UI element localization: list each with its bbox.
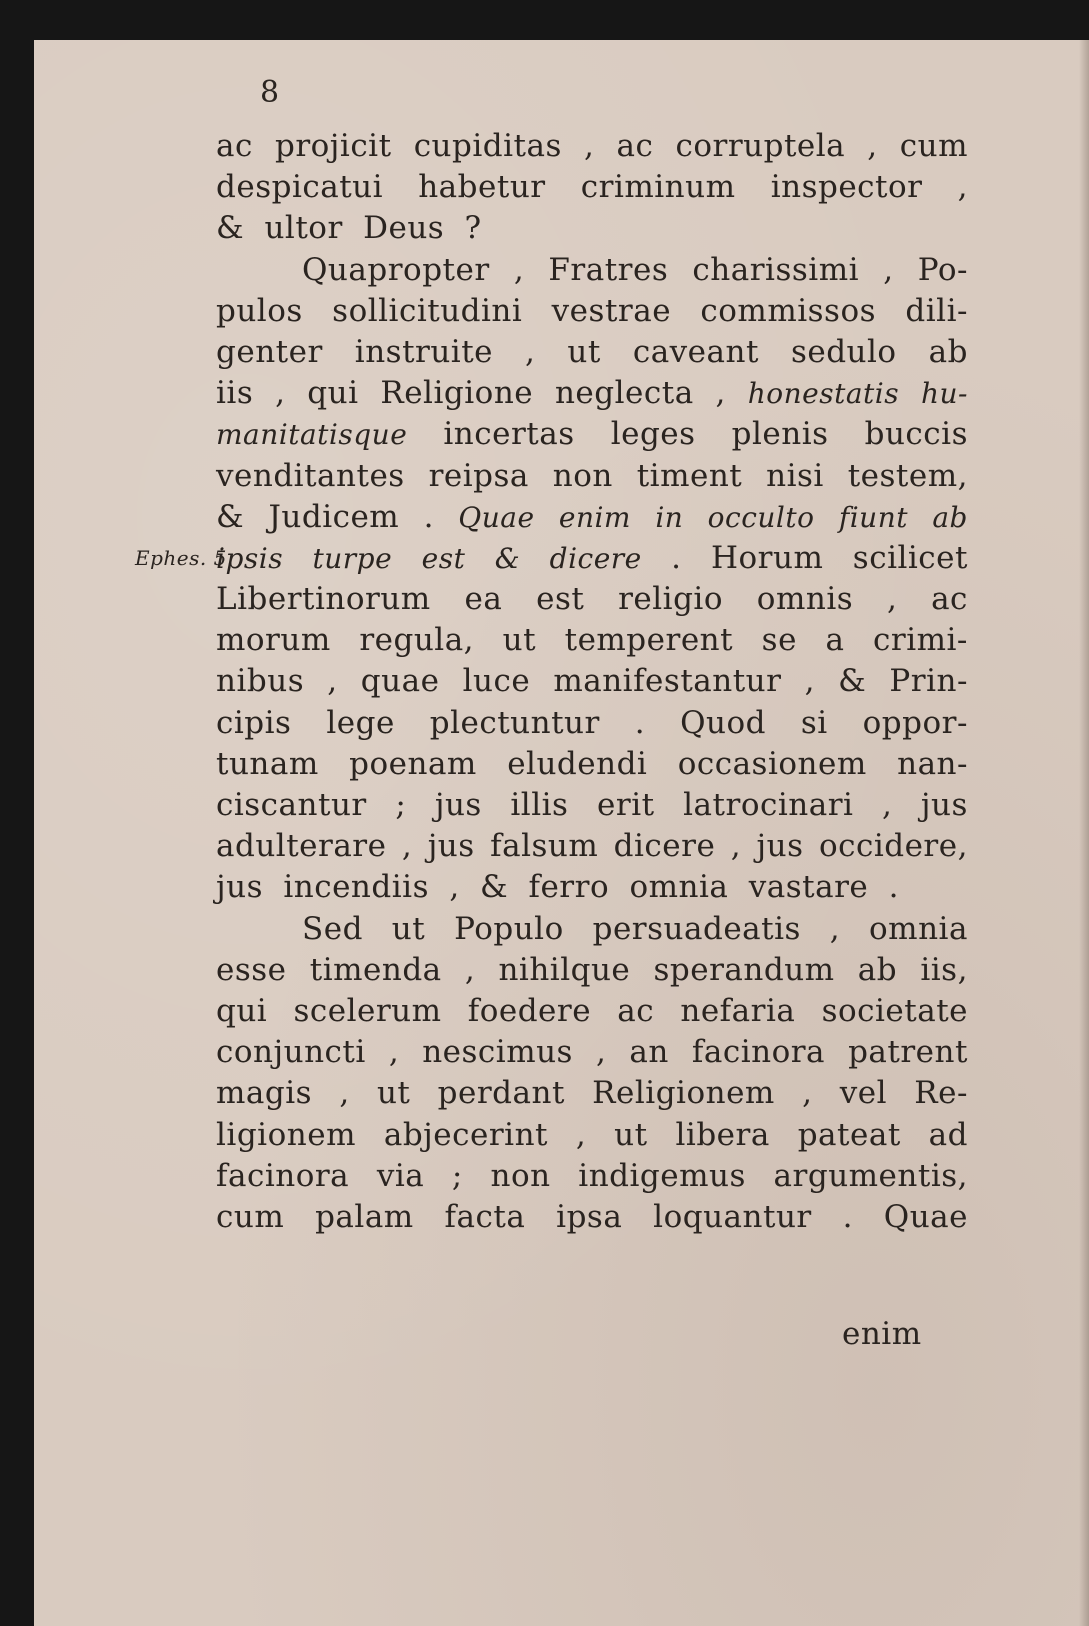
word: qui: [216, 992, 268, 1029]
text-line: [216, 332, 968, 373]
text-line: [216, 126, 968, 167]
word: venditantes: [216, 457, 405, 494]
word: si: [800, 704, 828, 741]
word: ,: [804, 663, 815, 700]
word: nan-: [897, 745, 968, 782]
page-edge-shadow: [1079, 40, 1089, 1626]
text-line: [216, 909, 968, 950]
word: timenda: [309, 951, 442, 988]
word: criminum: [580, 169, 736, 206]
word: ,: [882, 787, 893, 823]
word: temperent: [564, 622, 734, 659]
text-line: [216, 456, 968, 497]
word: .: [423, 498, 434, 535]
word: palam: [315, 1198, 414, 1235]
text-line: [216, 1032, 968, 1073]
word: ipsis: [216, 541, 284, 575]
word: iis: [216, 375, 254, 412]
word: Quae: [883, 1198, 968, 1235]
word: charissimi: [692, 251, 860, 288]
word: ab: [928, 333, 968, 370]
word: nisi: [766, 457, 824, 494]
word: dicere: [549, 541, 642, 575]
margin-note: Ephes. 5.: [135, 546, 234, 570]
word: Sed: [302, 910, 363, 947]
word: iis,: [920, 951, 968, 988]
word: Fratres: [548, 251, 669, 288]
word: Prin-: [889, 663, 968, 700]
word: .: [671, 539, 682, 576]
word: se: [761, 622, 797, 659]
word: ut: [502, 622, 537, 659]
word: libera: [675, 1116, 770, 1153]
word: ut: [391, 910, 426, 947]
word: conjuncti: [216, 1034, 366, 1071]
word: eludendi: [507, 745, 648, 782]
word: erit: [597, 787, 655, 823]
word: occidere,: [818, 828, 968, 865]
word: non: [490, 1157, 551, 1194]
word: ac: [616, 128, 654, 164]
word: ad: [928, 1116, 968, 1153]
word: genter: [216, 333, 323, 370]
word: ,: [513, 251, 525, 288]
word: ;: [451, 1157, 463, 1194]
word: ,: [525, 333, 536, 370]
word: manitatisque: [216, 418, 408, 452]
word: esse: [216, 951, 287, 988]
word: ea: [464, 581, 503, 618]
word: jus: [434, 787, 482, 823]
word: ac: [216, 128, 253, 164]
word: qui: [307, 375, 359, 412]
word: cum: [899, 128, 968, 164]
word: quae: [360, 663, 440, 700]
word: dicere: [613, 828, 716, 865]
word: fiunt: [838, 500, 908, 534]
text-line: [216, 291, 968, 332]
word: ac: [931, 581, 968, 618]
word: a: [825, 622, 845, 659]
word: via: [376, 1157, 425, 1194]
word: sperandum: [653, 951, 835, 988]
word: falsum: [490, 828, 599, 865]
word: corruptela: [675, 128, 846, 164]
word: Horum: [710, 539, 824, 576]
word: magis: [216, 1075, 313, 1112]
word: cipis: [216, 704, 292, 741]
word: buccis: [864, 416, 968, 453]
word: ,: [327, 663, 338, 700]
word: ,: [802, 1075, 813, 1112]
word: sollicitudini: [332, 292, 523, 329]
text-line: [216, 1197, 968, 1238]
word: ,: [584, 128, 595, 164]
word: turpe: [312, 541, 393, 575]
word: ,: [596, 1034, 607, 1071]
word: perdant: [437, 1075, 565, 1112]
word: an: [629, 1034, 669, 1071]
word: reipsa: [428, 457, 529, 494]
text-line: [216, 661, 968, 702]
word: Populo: [454, 910, 564, 947]
word: cum: [216, 1198, 285, 1235]
text-line: jus incendiis , & ferro omnia vastare .: [216, 869, 899, 906]
word: indigemus: [578, 1157, 746, 1194]
text-line: [216, 991, 968, 1032]
word: est: [536, 581, 585, 618]
word: scelerum: [293, 992, 442, 1029]
word: despicatui: [216, 169, 384, 206]
word: facta: [444, 1198, 526, 1235]
word: ,: [715, 375, 726, 412]
word: ab: [857, 951, 898, 988]
word: vel: [839, 1075, 887, 1112]
word: timent: [636, 457, 743, 494]
word: jus: [920, 787, 968, 823]
word: persuadeatis: [592, 910, 801, 947]
word: illis: [510, 787, 569, 823]
word: ,: [957, 169, 968, 206]
word: foedere: [467, 992, 592, 1029]
word: testem,: [847, 457, 968, 494]
word: nefaria: [680, 992, 796, 1029]
text-line: [216, 1115, 968, 1156]
word: ab: [932, 500, 968, 534]
text-line: [216, 703, 968, 744]
word: facinora: [216, 1157, 350, 1194]
word: ,: [401, 828, 413, 865]
word: plenis: [731, 416, 829, 453]
word: ;: [395, 787, 407, 823]
word: ,: [339, 1075, 350, 1112]
body-text: [216, 126, 968, 1238]
word: jus: [427, 828, 475, 865]
text-line: [216, 744, 968, 785]
word: in: [655, 500, 684, 534]
text-line: [216, 250, 968, 291]
word: ut: [376, 1075, 411, 1112]
word: dili-: [905, 292, 968, 329]
word: leges: [610, 416, 696, 453]
word: luce: [462, 663, 531, 700]
word: &: [838, 663, 867, 700]
word: Quae: [458, 500, 535, 534]
word: poenam: [349, 745, 477, 782]
word: Libertinorum: [216, 581, 431, 618]
word: lege: [326, 704, 395, 741]
word: oppor-: [862, 704, 968, 741]
word: habetur: [418, 169, 546, 206]
text-line: [216, 1073, 968, 1114]
word: ipsa: [556, 1198, 623, 1235]
word: ,: [575, 1116, 587, 1153]
text-line: [216, 167, 968, 208]
word: vestrae: [551, 292, 672, 329]
word: pulos: [216, 292, 303, 329]
word: nibus: [216, 663, 305, 700]
word: instruite: [354, 333, 494, 370]
word: ,: [730, 828, 742, 865]
word: occulto: [707, 500, 815, 534]
page-number: 8: [260, 75, 280, 110]
word: occasionem: [677, 745, 867, 782]
word: Po-: [917, 251, 968, 288]
word: .: [842, 1198, 853, 1235]
word: ut: [567, 333, 601, 370]
word: jus: [756, 828, 804, 865]
word: tunam: [216, 745, 319, 782]
word: nescimus: [422, 1034, 573, 1071]
word: ,: [867, 128, 878, 164]
text-line: [216, 620, 968, 661]
word: morum: [216, 622, 331, 659]
text-line: [216, 538, 968, 579]
word: ,: [883, 251, 894, 288]
word: omnia: [869, 910, 968, 947]
word: honestatis: [747, 377, 900, 411]
word: Quapropter: [302, 251, 490, 288]
word: .: [634, 704, 646, 741]
word: latrocinari: [683, 787, 854, 823]
word: omnis: [756, 581, 854, 618]
word: hu-: [920, 377, 968, 411]
word: crimi-: [873, 622, 968, 659]
word: Quod: [680, 704, 766, 741]
word: ,: [275, 375, 286, 412]
text-line: [216, 414, 968, 455]
word: abjecerint: [383, 1116, 549, 1153]
word: Religionem: [592, 1075, 775, 1112]
word: &: [216, 498, 245, 535]
word: Judicem: [268, 498, 400, 535]
text-line: [216, 579, 968, 620]
word: argumentis,: [773, 1157, 968, 1194]
word: facinora: [691, 1034, 826, 1071]
catchword: enim: [842, 1316, 922, 1352]
word: caveant: [632, 333, 759, 370]
word: &: [494, 541, 521, 575]
text-line: [216, 373, 968, 414]
text-line: [216, 950, 968, 991]
word: ut: [614, 1116, 648, 1153]
word: ciscantur: [216, 787, 367, 823]
word: societate: [821, 992, 968, 1029]
word: pateat: [797, 1116, 901, 1153]
word: ac: [617, 992, 655, 1029]
word: religio: [618, 581, 724, 618]
word: commissos: [700, 292, 877, 329]
word: cupiditas: [413, 128, 562, 164]
word: manifestantur: [553, 663, 782, 700]
word: Re-: [914, 1075, 968, 1112]
text-line: [216, 826, 968, 867]
word: plectuntur: [429, 704, 600, 741]
word: patrent: [848, 1034, 968, 1071]
word: enim: [558, 500, 631, 534]
word: loquantur: [653, 1198, 812, 1235]
text-line: & ultor Deus ?: [216, 210, 482, 247]
word: scilicet: [852, 539, 968, 576]
word: projicit: [274, 128, 392, 164]
word: est: [421, 541, 466, 575]
text-line: [216, 497, 968, 538]
word: Religione: [380, 375, 534, 412]
word: ligionem: [216, 1116, 356, 1153]
word: ,: [388, 1034, 400, 1071]
word: sedulo: [790, 333, 897, 370]
text-line: [216, 1156, 968, 1197]
word: neglecta: [554, 375, 694, 412]
word: non: [552, 457, 613, 494]
word: adulterare: [216, 828, 387, 865]
word: ,: [886, 581, 898, 618]
word: inspector: [770, 169, 923, 206]
book-page: [34, 40, 1089, 1626]
text-line: [216, 785, 968, 826]
word: nihilque: [498, 951, 631, 988]
word: ,: [464, 951, 476, 988]
word: ,: [829, 910, 841, 947]
word: regula,: [359, 622, 475, 659]
word: incertas: [443, 416, 575, 453]
